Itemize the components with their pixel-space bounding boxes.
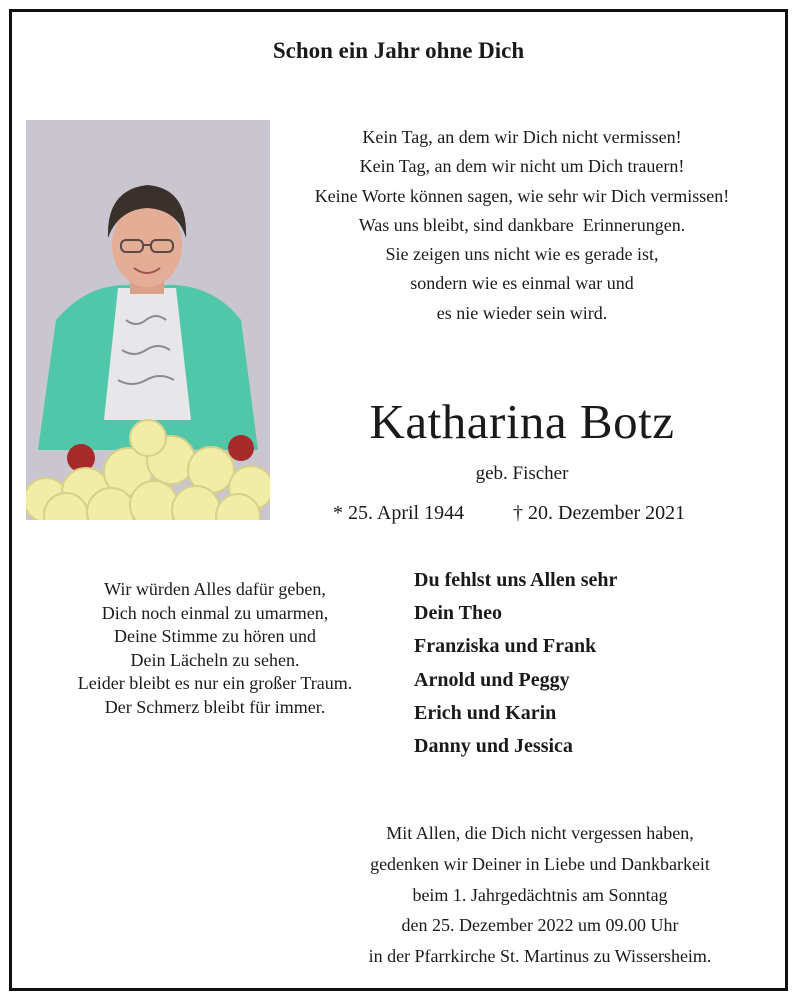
family-line: Du fehlst uns Allen sehr	[414, 569, 618, 591]
maiden-name: geb. Fischer	[475, 463, 569, 484]
poem-line: Leider bleibt es nur ein großer Traum.	[77, 673, 353, 693]
portrait-photo	[26, 120, 270, 520]
lower-poem	[20, 578, 410, 719]
closing-line: gedenken wir Deiner in Liebe und Dankbarkeit	[370, 853, 710, 874]
family-line: Dein Theo	[414, 602, 502, 625]
family-line: Danny und Jessica	[414, 734, 573, 757]
poem-line: Keine Worte können sagen, wie sehr wir Dich vermissen!	[314, 185, 730, 206]
poem-line: sondern wie es einmal war und	[410, 273, 634, 294]
poem-line: Deine Stimme zu hören und	[114, 626, 316, 646]
poem-line: Kein Tag, an dem wir nicht um Dich trauern!	[359, 156, 685, 177]
poem-line: Dein Lächeln zu sehen.	[130, 649, 300, 670]
deceased-name: Katharina Botz	[369, 394, 675, 449]
family-signatures	[414, 567, 774, 766]
poem-line: Wir würden Alles dafür geben,	[104, 579, 326, 599]
portrait-illustration	[26, 120, 270, 520]
closing-line: den 25. Dezember 2022 um 09.00 Uhr	[401, 915, 679, 936]
birth-date: * 25. April 1944	[333, 502, 465, 524]
poem-line: Dich noch einmal zu umarmen,	[101, 602, 329, 623]
poem-line: Sie zeigen uns nicht wie es gerade ist,	[385, 244, 659, 265]
death-date: † 20. Dezember 2021	[513, 502, 686, 524]
family-line: Erich und Karin	[414, 701, 557, 724]
closing-line: beim 1. Jahrgedächtnis am Sonntag	[412, 884, 668, 905]
poem-line: Was uns bleibt, sind dankbare Erinnerungen.	[358, 214, 686, 235]
family-line: Franziska und Frank	[414, 635, 597, 658]
poem-line: Der Schmerz bleibt für immer.	[104, 696, 326, 717]
memorial-service-text	[330, 818, 750, 972]
closing-line: in der Pfarrkirche St. Martinus zu Wissersheim.	[368, 946, 712, 967]
poem-line: es nie wieder sein wird.	[436, 302, 608, 323]
closing-line: Mit Allen, die Dich nicht vergessen haben,	[386, 823, 694, 843]
poem-line: Kein Tag, an dem wir Dich nicht vermissen!	[362, 127, 682, 147]
family-line: Arnold und Peggy	[414, 668, 570, 691]
notice-heading: Schon ein Jahr ohne Dich	[272, 38, 525, 63]
upper-poem	[282, 123, 762, 328]
